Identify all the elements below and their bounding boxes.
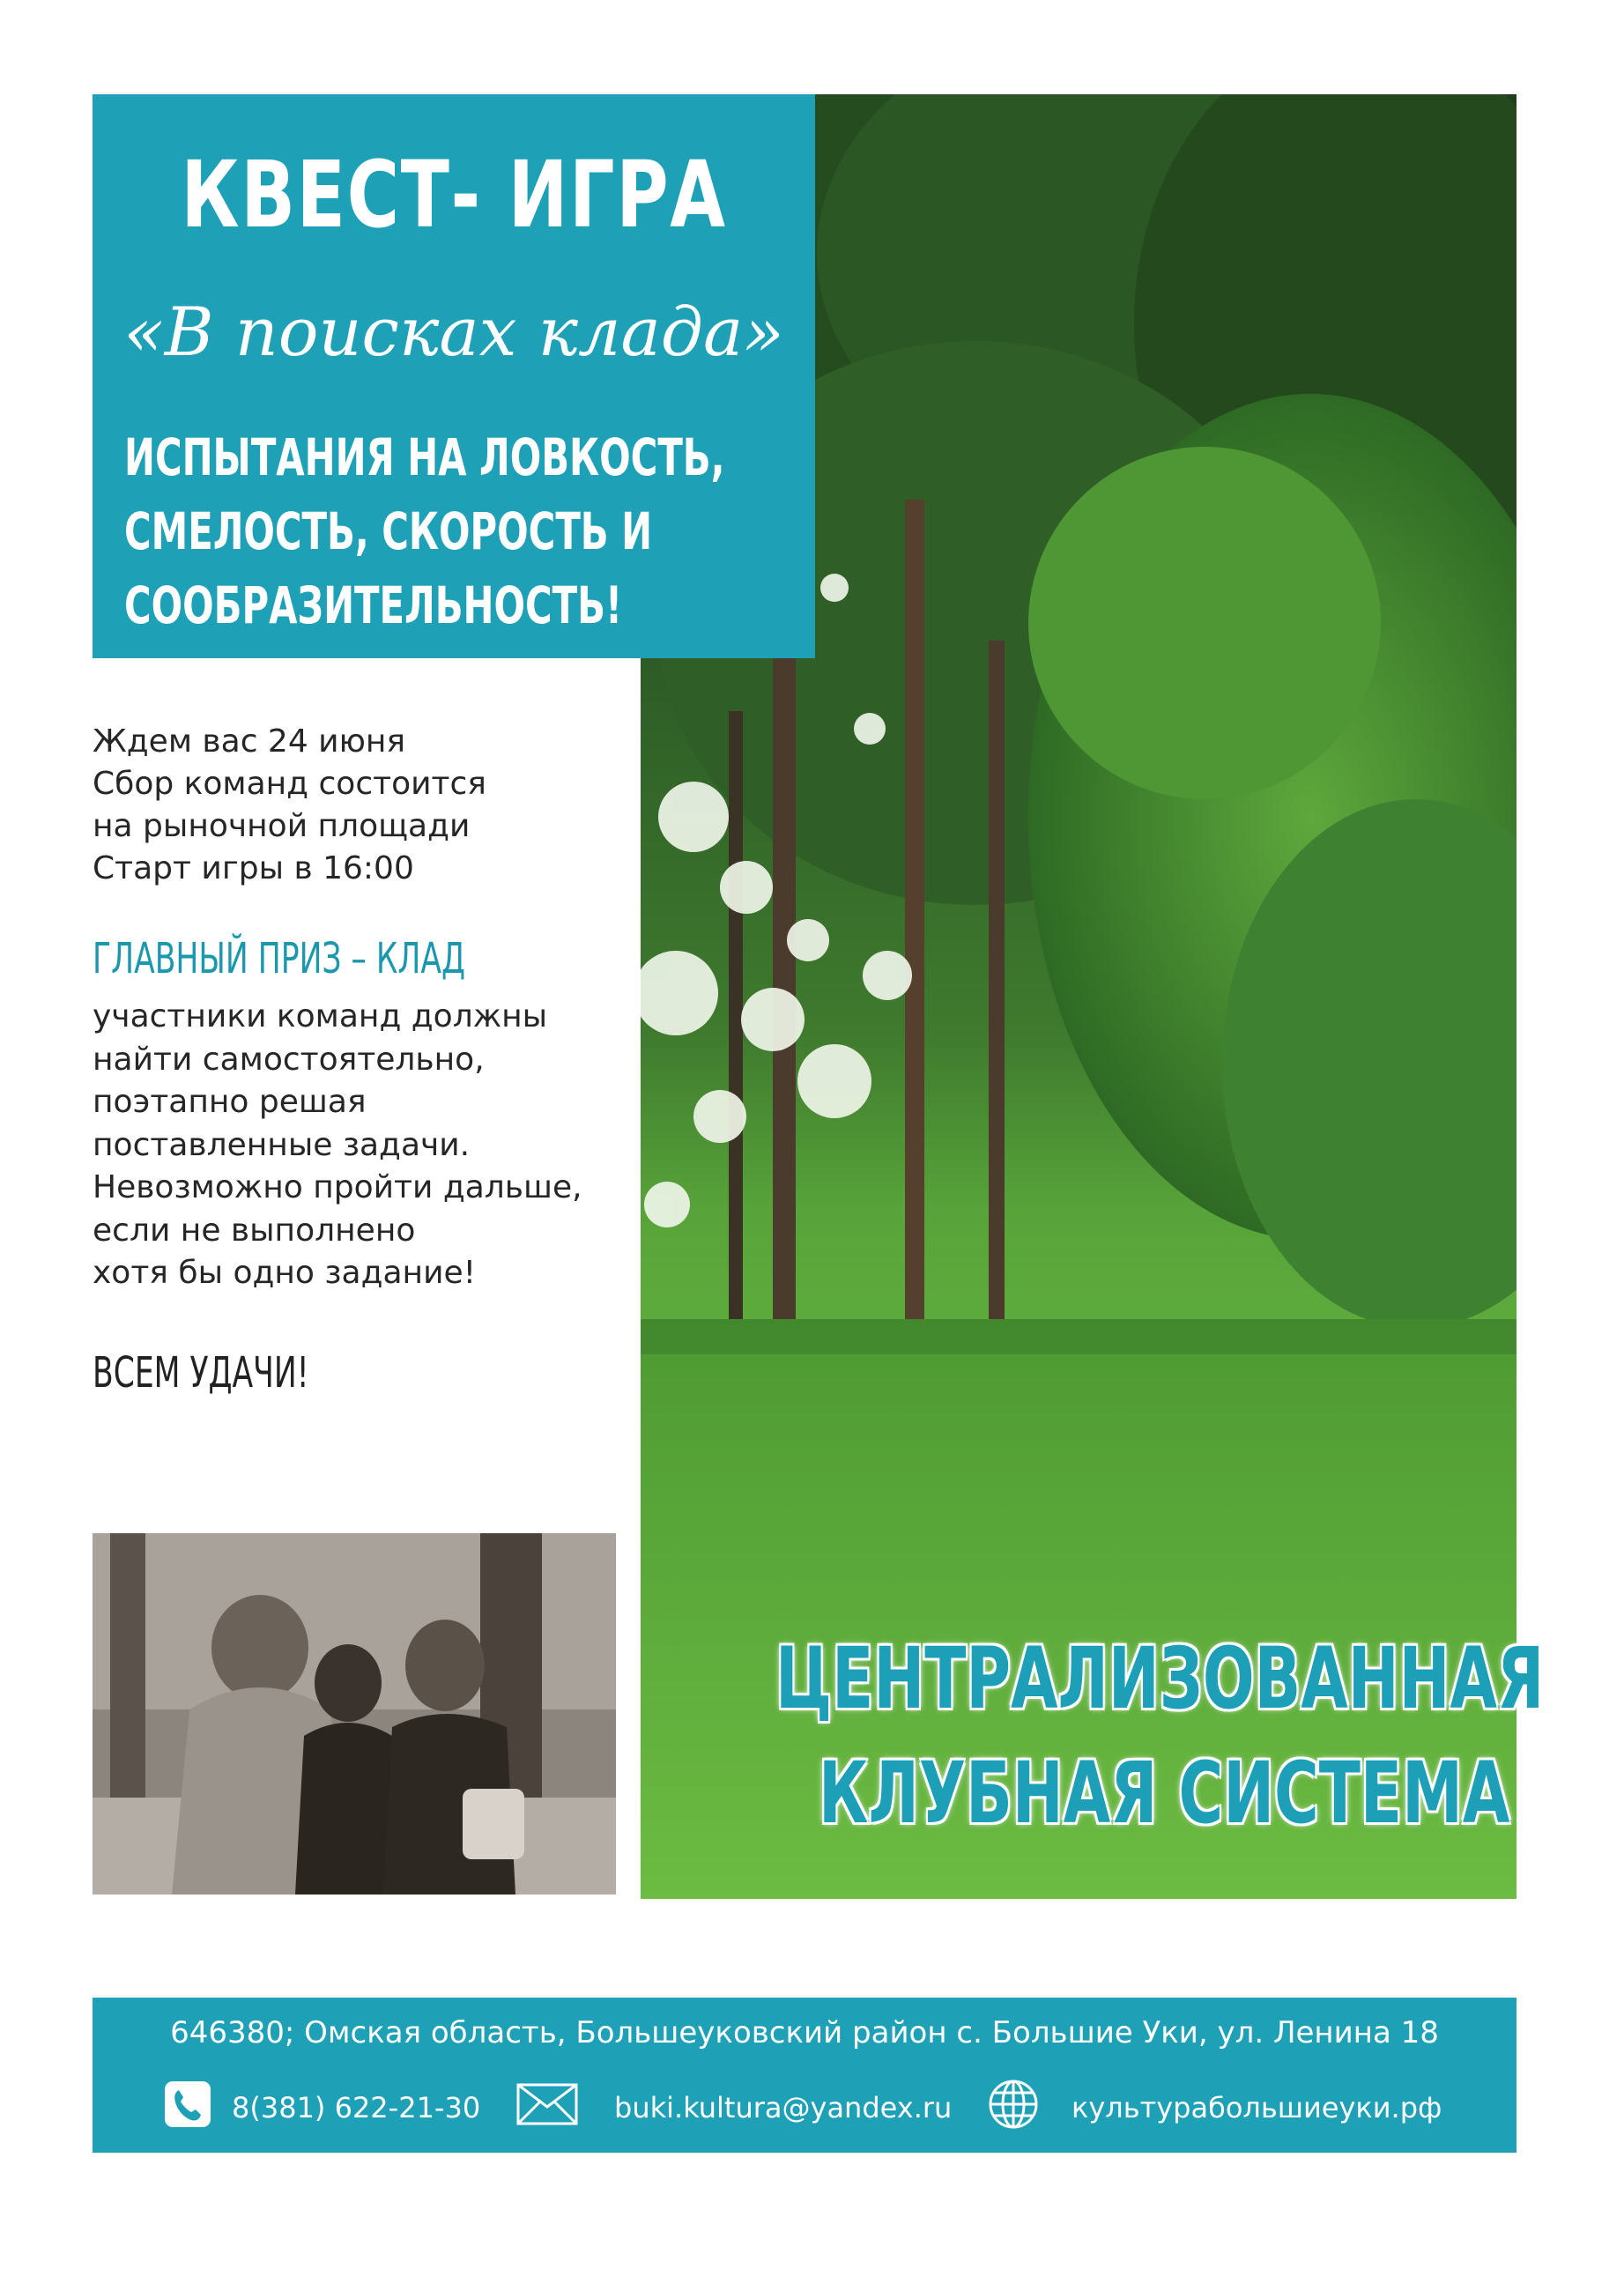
phone-contact[interactable] (163, 2079, 480, 2137)
participants-photo (93, 1533, 616, 1895)
prize-heading: ГЛАВНЫЙ ПРИЗ – КЛАД (93, 934, 465, 983)
organization-line-1: ЦЕНТРАЛИЗОВАННАЯ (775, 1629, 1545, 1728)
prize-line: участники команд должны (93, 998, 548, 1034)
info-line-date: Ждем вас 24 июня (93, 723, 406, 760)
trials-text (124, 420, 759, 642)
event-subtitle: «В поисках клада» (123, 293, 784, 371)
participants-illustration (93, 1533, 616, 1895)
prize-line: Невозможно пройти дальше, (93, 1169, 582, 1205)
phone-number: 8(381) 622-21-30 (232, 2091, 481, 2124)
trials-line: ИСПЫТАНИЯ НА ЛОВКОСТЬ, (124, 427, 725, 487)
organization-name (775, 1621, 1568, 1850)
info-line-place: на рыночной площади (93, 808, 471, 844)
organization-line-2: КЛУБНАЯ СИСТЕМА (818, 1744, 1510, 1843)
email-address: buki.kultura@yandex.ru (614, 2091, 953, 2124)
event-info (93, 721, 639, 890)
title-panel (93, 94, 815, 658)
event-title: КВЕСТ- ИГРА (181, 141, 727, 248)
good-luck-text: ВСЕМ УДАЧИ! (93, 1348, 309, 1398)
phone-icon (163, 2080, 212, 2136)
contact-footer (93, 1998, 1516, 2153)
prize-line: хотя бы одно задание! (93, 1255, 477, 1291)
envelope-icon (515, 2082, 579, 2133)
website-contact[interactable] (987, 2079, 1442, 2137)
prize-line: если не выполнено (93, 1212, 416, 1249)
prize-line: поставленные задачи. (93, 1126, 471, 1163)
prize-line: найти самостоятельно, (93, 1041, 485, 1078)
email-contact[interactable] (515, 2079, 952, 2137)
info-line-start: Старт игры в 16:00 (93, 850, 414, 886)
prize-description (93, 996, 639, 1295)
trials-line: СМЕЛОСТЬ, СКОРОСТЬ И (124, 501, 653, 561)
website-url: культурабольшиеуки.рф (1072, 2091, 1442, 2124)
prize-line: поэтапно решая (93, 1084, 367, 1120)
address-text: 646380; Омская область, Большеуковский район с. Большие Уки, ул. Ленина 18 (170, 2015, 1439, 2050)
globe-icon (987, 2078, 1040, 2138)
trials-line: СООБРАЗИТЕЛЬНОСТЬ! (124, 575, 623, 635)
info-line-gathering: Сбор команд состоится (93, 766, 486, 802)
